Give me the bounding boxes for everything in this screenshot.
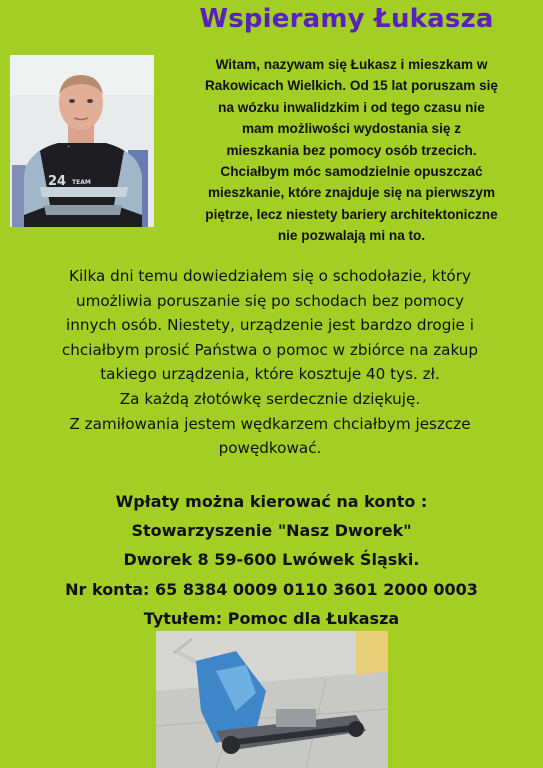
story-line: Kilka dni temu dowiedziałem się o schodołazie, który [69, 267, 471, 285]
story-line: Z zamiłowania jestem wędkarzem chciałbym jeszcze [69, 414, 471, 433]
intro-line: mam możliwości wydostania się z [241, 121, 462, 137]
intro-line: Witam, nazywam się Łukasz i mieszkam w [215, 57, 488, 72]
transfer-title: Tytułem: Pomoc dla Łukasza [143, 608, 400, 628]
shirt-word: TEAM [72, 179, 91, 186]
donation-heading: Wpłaty można kierować na konto : [115, 492, 428, 511]
story-line: chciałbym prosić Państwa o pomoc w zbiórce na zakup [61, 340, 479, 359]
organization-name: Stowarzyszenie "Nasz Dworek" [131, 521, 412, 541]
page-title: Wspieramy Łukasza [199, 4, 494, 34]
bank-account-number: Nr konta: 65 8384 0009 0110 3601 2000 0003 [65, 579, 478, 599]
story-line: takiego urządzenia, które kosztuje 40 tys. zł. [100, 365, 440, 384]
story-line: Za każdą złotówkę serdecznie dziękuję. [119, 389, 421, 408]
story-line: innych osób. Niestety, urządzenie jest bardzo drogie i [66, 316, 474, 335]
intro-line: piętrze, lecz niestety bariery architektoniczne [205, 206, 498, 222]
intro-line: nie pozwalają mi na to. [277, 228, 426, 244]
organization-address: Dworek 8 59-600 Lwówek Śląski. [123, 550, 420, 570]
story-line: powędkować. [218, 439, 322, 458]
portrait-illustration [10, 55, 154, 227]
intro-line: Chciałbym móc samodzielnie opuszczać [220, 164, 483, 180]
story-line: umożliwia poruszanie się po schodach bez pomocy [75, 291, 465, 310]
intro-paragraph [160, 54, 543, 247]
stair-climber-illustration [156, 631, 388, 768]
portrait-photo [10, 55, 154, 227]
donation-info [0, 487, 543, 633]
shirt-number: 24 [48, 174, 67, 189]
intro-line: mieszkanie, które znajduje się na pierwszym [207, 185, 496, 201]
story-paragraph [20, 264, 520, 461]
intro-line: na wózku inwalidzkim i od tego czasu nie [218, 99, 485, 115]
intro-line: Rakowicach Wielkich. Od 15 lat poruszam się [204, 78, 498, 94]
stair-climber-photo [156, 631, 388, 768]
intro-line: mieszkania bez pomocy osób trzecich. [226, 142, 477, 158]
